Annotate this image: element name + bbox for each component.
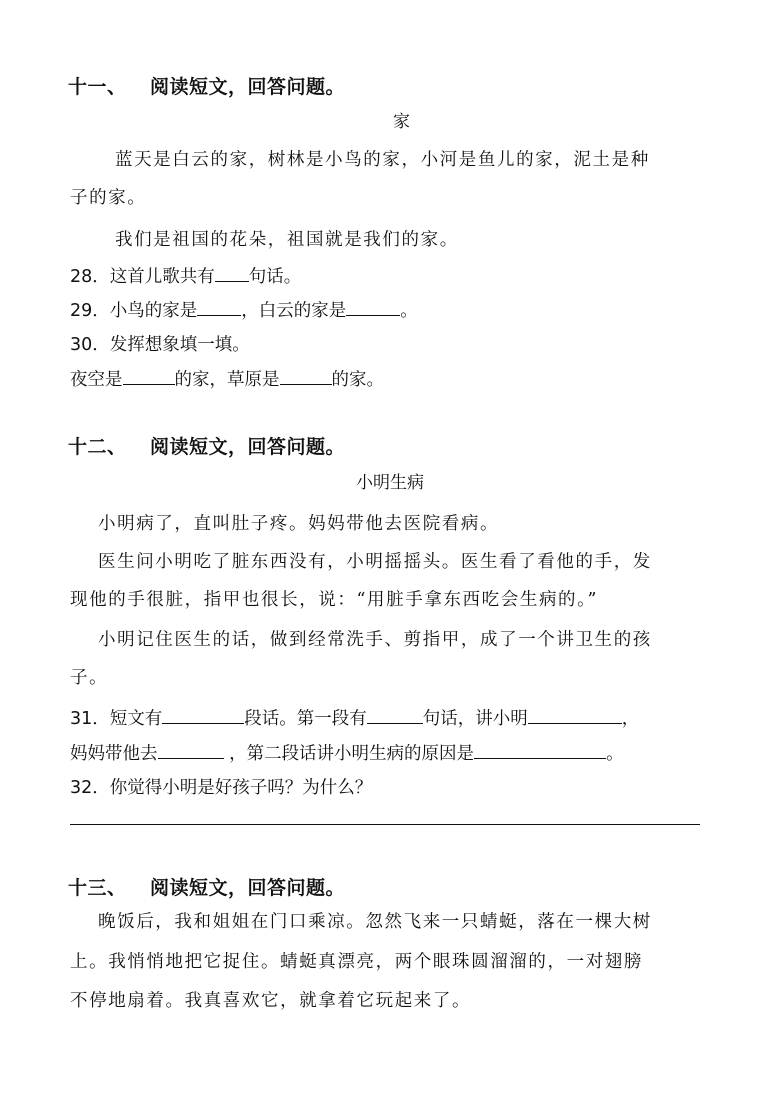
passage-title-home: 家 — [393, 112, 410, 132]
answer-blank[interactable] — [346, 299, 400, 316]
answer-blank[interactable] — [162, 707, 244, 724]
passage-line: 我们是祖国的花朵，祖国就是我们的家。 — [115, 230, 459, 250]
section-number: 十一、 — [68, 76, 127, 98]
passage-line: 子的家。 — [70, 188, 147, 208]
question-31: 31．短文有 段话。第一段有 句话，讲小明 ， — [70, 709, 640, 729]
section-instruction: 阅读短文，回答问题。 — [150, 76, 346, 98]
answer-blank[interactable] — [123, 368, 175, 385]
section-heading-12 — [68, 432, 345, 459]
section-instruction: 阅读短文，回答问题。 — [150, 436, 346, 458]
passage-line: 不停地扇着。我真喜欢它，就拿着它玩起来了。 — [70, 991, 472, 1011]
answer-blank[interactable] — [474, 742, 606, 759]
question-32: 32．你觉得小明是好孩子吗？为什么？ — [70, 778, 373, 798]
section-heading-11 — [68, 72, 345, 99]
question-28: 28．这首儿歌共有 句话。 — [70, 267, 302, 287]
question-30: 30．发挥想象填一填。 — [70, 335, 250, 355]
passage-line: 现他的手很脏，指甲也很长，说：“用脏手拿东西吃会生病的。” — [70, 590, 599, 610]
question-29: 29．小鸟的家是 ，白云的家是 。 — [70, 301, 418, 321]
answer-blank[interactable] — [197, 299, 241, 316]
section-heading-13 — [68, 873, 345, 900]
passage-line: 蓝天是白云的家，树林是小鸟的家，小河是鱼儿的家，泥土是种 — [115, 150, 650, 170]
question-30-fill: 夜空是 的家，草原是 的家。 — [70, 370, 384, 390]
answer-blank[interactable] — [158, 742, 224, 759]
section-instruction: 阅读短文，回答问题。 — [150, 877, 346, 899]
answer-blank[interactable] — [367, 707, 423, 724]
answer-blank[interactable] — [280, 368, 332, 385]
passage-line: 医生问小明吃了脏东西没有，小明摇摇头。医生看了看他的手，发 — [98, 552, 652, 572]
passage-line: 上。我悄悄地把它捉住。蜻蜓真漂亮，两个眼珠圆溜溜的，一对翅膀 — [70, 952, 643, 972]
passage-title-xiaoming: 小明生病 — [356, 473, 424, 493]
section-number: 十三、 — [68, 877, 127, 899]
answer-line[interactable] — [70, 824, 700, 825]
question-31-cont: 妈妈带他去 ，第二段话讲小明生病的原因是 。 — [70, 744, 624, 764]
section-number: 十二、 — [68, 436, 127, 458]
passage-line: 小明病了，直叫肚子疼。妈妈带他去医院看病。 — [98, 514, 500, 534]
answer-blank[interactable] — [215, 265, 249, 282]
passage-line: 小明记住医生的话，做到经常洗手、剪指甲，成了一个讲卫生的孩 — [98, 630, 652, 650]
answer-blank[interactable] — [528, 707, 622, 724]
passage-line: 子。 — [70, 668, 109, 688]
passage-line: 晚饭后，我和姐姐在门口乘凉。忽然飞来一只蜻蜓，落在一棵大树 — [98, 912, 652, 932]
